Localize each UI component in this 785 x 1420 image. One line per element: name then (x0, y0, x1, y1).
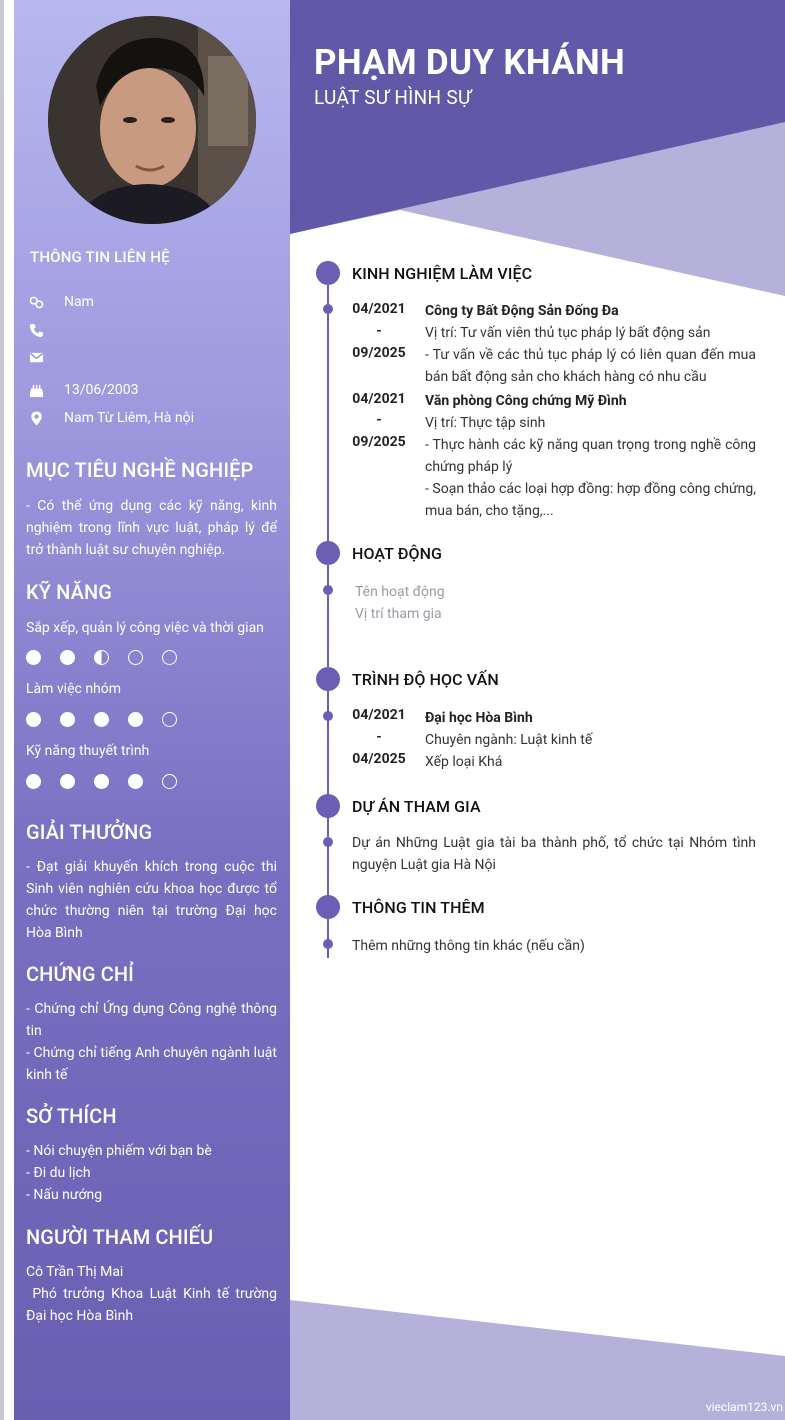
rating-dot-full (94, 712, 109, 727)
experience-marker (316, 261, 340, 285)
job-end-date: 09/2025 (352, 434, 406, 450)
activities-title: HOẠT ĐỘNG (352, 544, 443, 563)
rating-dot-full (94, 774, 109, 789)
projects-marker (316, 794, 340, 818)
job-start-date: 04/2021 (352, 391, 406, 407)
skill-rating (26, 712, 196, 728)
activity-role-placeholder[interactable]: Vị trí tham gia (355, 606, 442, 622)
job-position: Vị trí: Thực tập sinh (425, 415, 546, 431)
awards-text: - Đạt giải khuyến khích trong cuộc thi Sinh viên nghiên cứu khoa học được tổ chức thường niên tại trường Đại học Hòa Bình (26, 859, 277, 941)
contact-birthday (28, 380, 139, 400)
certificates-list (26, 998, 277, 1086)
skill-rating (26, 774, 196, 790)
more-info-title: THÔNG TIN THÊM (352, 898, 485, 917)
skill-name: Kỹ năng thuyết trình (26, 743, 150, 759)
date-separator: - (376, 412, 382, 428)
more-info-marker (316, 895, 340, 919)
rating-dot-full (60, 712, 75, 727)
education-marker (316, 667, 340, 691)
education-title: TRÌNH ĐỘ HỌC VẤN (352, 670, 499, 689)
job-end-date: 09/2025 (352, 345, 406, 361)
rating-dot-empty (162, 774, 177, 789)
timeline-dot (323, 711, 333, 721)
phone-icon (28, 322, 44, 338)
skills-title: KỸ NĂNG (26, 580, 112, 604)
portrait-photo (48, 16, 256, 224)
job-duty: - Soạn thảo các loại hợp đồng: hợp đồng công chứng, mua bán, cho tặng,... (425, 481, 756, 519)
job-details (425, 300, 756, 388)
awards-title: GIẢI THƯỞNG (26, 820, 153, 844)
rating-dot-full (60, 774, 75, 789)
timeline-dot (323, 939, 333, 949)
timeline-dot (323, 585, 333, 595)
education-start-date: 04/2021 (352, 707, 406, 723)
contact-address (28, 408, 194, 428)
hobby-item: - Đi du lịch (26, 1165, 91, 1181)
education-details (425, 707, 756, 773)
hobby-item: - Nấu nướng (26, 1187, 103, 1203)
avatar (48, 16, 256, 224)
rating-dot-full (128, 774, 143, 789)
job-details (425, 390, 756, 522)
projects-text: Dự án Những Luật gia tài ba thành phố, tổ chức tại Nhóm tình nguyện Luật gia Hà Nội (352, 835, 756, 873)
objective-title: MỤC TIÊU NGHỀ NGHIỆP (26, 458, 254, 482)
objective-text: - Có thể ứng dụng các kỹ năng, kinh nghiệm trong lĩnh vực luật, pháp lý để trở thành luật sư chuyên nghiệp. (26, 498, 277, 558)
rating-dot-empty (128, 650, 143, 665)
rating-dot-empty (162, 712, 177, 727)
rating-dot-half (94, 650, 109, 665)
rating-dot-empty (162, 650, 177, 665)
certificates-title: CHỨNG CHỈ (26, 962, 134, 986)
activities-marker (316, 541, 340, 565)
certificate-item: - Chứng chỉ Ứng dụng Công nghệ thông tin (26, 1001, 277, 1039)
reference-name: Cô Trần Thị Mai (26, 1264, 124, 1280)
hobbies-title: SỞ THÍCH (26, 1104, 117, 1128)
skill-name: Sắp xếp, quản lý công việc và thời gian (26, 620, 264, 636)
job-duty: - Thực hành các kỹ năng quan trọng trong nghề công chứng pháp lý (425, 437, 756, 475)
email-icon (28, 349, 44, 365)
certificate-item: - Chứng chỉ tiếng Anh chuyên ngành luật kinh tế (26, 1045, 277, 1083)
education-grade: Xếp loại Khá (425, 754, 503, 770)
gender-icon (28, 294, 44, 310)
skill-rating (26, 650, 196, 666)
job-company: Văn phòng Công chứng Mỹ Đình (425, 393, 627, 409)
watermark: vieclam123.vn (705, 1400, 783, 1414)
contact-birthday-value: 13/06/2003 (64, 382, 139, 398)
rating-dot-full (26, 712, 41, 727)
reference-detail: Phó trưởng Khoa Luật Kinh tế trường Đại học Hòa Bình (26, 1286, 281, 1324)
rating-dot-full (26, 774, 41, 789)
contact-gender-value: Nam (64, 294, 94, 310)
education-school: Đại học Hòa Bình (425, 710, 533, 726)
timeline-line (327, 272, 329, 958)
job-start-date: 04/2021 (352, 301, 406, 317)
contact-gender (28, 292, 94, 312)
job-position: Vị trí: Tư vấn viên thủ tục pháp lý bất động sản (425, 325, 711, 341)
experience-title: KINH NGHIỆM LÀM VIỆC (352, 264, 533, 283)
rating-dot-full (26, 650, 41, 665)
references-text (26, 1261, 281, 1327)
contact-address-value: Nam Từ Liêm, Hà nội (64, 410, 194, 426)
sidebar (14, 0, 290, 1420)
activity-name-placeholder[interactable]: Tên hoạt động (355, 584, 445, 600)
contact-email (28, 347, 64, 367)
projects-title: DỰ ÁN THAM GIA (352, 797, 481, 816)
hobbies-list (26, 1140, 277, 1206)
date-separator: - (376, 729, 382, 745)
birthday-cake-icon (28, 382, 44, 398)
location-pin-icon (28, 410, 44, 426)
skill-name: Làm việc nhóm (26, 681, 122, 697)
timeline-dot (323, 304, 333, 314)
contact-phone (28, 320, 64, 340)
education-major: Chuyên ngành: Luật kinh tế (425, 732, 593, 748)
candidate-role: LUẬT SƯ HÌNH SỰ (314, 86, 472, 109)
date-separator: - (376, 323, 382, 339)
more-info-text: Thêm những thông tin khác (nếu cần) (352, 938, 585, 954)
page-edge (0, 0, 14, 1420)
references-title: NGƯỜI THAM CHIẾU (26, 1225, 214, 1249)
rating-dot-full (128, 712, 143, 727)
candidate-name: PHẠM DUY KHÁNH (314, 42, 626, 83)
job-company: Công ty Bất Động Sản Đống Đa (425, 303, 619, 319)
contact-title: THÔNG TIN LIÊN HỆ (30, 248, 170, 266)
hobby-item: - Nói chuyện phiếm với bạn bè (26, 1143, 212, 1159)
rating-dot-full (60, 650, 75, 665)
job-duty: - Tư vấn về các thủ tục pháp lý có liên quan đến mua bán bất động sản cho khách hàng có nhu cầu (425, 347, 756, 385)
education-end-date: 04/2025 (352, 751, 406, 767)
timeline-dot (323, 837, 333, 847)
